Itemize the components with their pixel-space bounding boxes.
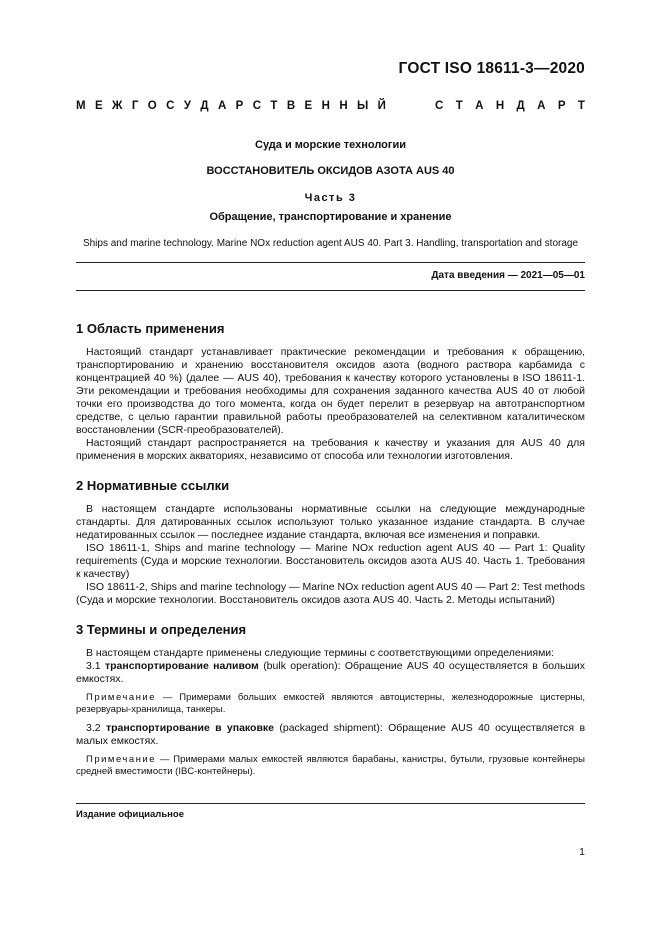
subject-line: Суда и морские технологии (255, 139, 406, 151)
banner-letter: С (435, 100, 444, 112)
banner-letter: Р (235, 100, 244, 112)
term-text: (packaged shipment): Обращение AUS 40 осуществляется в малых емкостях. (76, 722, 586, 747)
banner-letter: Т (577, 100, 585, 112)
section-normative-references (76, 479, 585, 607)
page-number: 1 (579, 846, 585, 858)
term-name: транспортирование наливом (104, 660, 259, 672)
divider-footer (76, 803, 585, 804)
banner-letter: Н (321, 100, 330, 112)
note-text: — Примерами малых емкостей являются барабаны, канистры, бутыли, грузовые контейнеры средней вместимости (IBC-контейнеры). (76, 754, 586, 777)
term-definition-bulk (76, 660, 585, 686)
banner-letter: Д (200, 100, 209, 112)
banner-word-interstate (76, 100, 386, 112)
banner-letter: Н (495, 100, 505, 112)
banner-word-standard (435, 100, 585, 112)
reference-iso-18611-1: ISO 18611-1, Ships and marine technology — Marine NOx reduction agent AUS 40 — Part 1: Quality requirements (Суда и морские технологии. Восстановитель оксидов азота AUS 40. Часть 1. Требования к качеству) (76, 542, 585, 580)
note-packaged (76, 754, 585, 778)
divider-top (76, 262, 585, 263)
term-number: 3.1 (86, 660, 101, 672)
document-subtitle: Обращение, транспортирование и хранение (209, 211, 452, 223)
banner-letter: В (286, 100, 296, 112)
document-code: ГОСТ ISO 18611-3—2020 (398, 60, 585, 77)
document-title: ВОССТАНОВИТЕЛЬ ОКСИДОВ АЗОТА AUS 40 (206, 165, 455, 177)
section-heading: 2 Нормативные ссылки (76, 478, 230, 493)
term-number: 3.2 (86, 722, 101, 734)
part-label: Часть 3 (304, 192, 357, 204)
introduction-date: Дата введения — 2021—05—01 (431, 270, 585, 281)
paragraph: В настоящем стандарте использованы нормативные ссылки на следующие международные стандарты. Для датированных ссылок используют только указанное издание стандарта. В случае недатированных ссылок — последнее издание стандарта, включая все изменения и поправки. (76, 503, 585, 541)
paragraph: Настоящий стандарт распространяется на требования к качеству и указания для AUS 40 для применения в морских акваториях, независимо от способа или технологии изготовления. (76, 437, 585, 462)
banner-letter: О (147, 100, 157, 112)
section-heading: 1 Область применения (76, 321, 225, 336)
paragraph: Настоящий стандарт устанавливает практические рекомендации и требования к обращению, транспортированию и хранению восстановителя оксидов азота (водного раствора карбамида с концентрацией 40 %) (далее — AUS 40), требования к качеству которого установлены в ISO 18611-1. Эти рекомендации и требования необходимы для сохранения заданного качества AUS 40 от любой точки его производства до того момента, когда он будет перелит в резервуар на автотранспортном средстве, с целью гарантии правильной работы преобразователей на селективном каталитическом восстановлении (SCR-преобразователей). (76, 346, 585, 436)
banner-letter: А (217, 100, 227, 112)
term-definition-packaged (76, 722, 585, 748)
banner-letter: С (252, 100, 262, 112)
banner-letter: Г (131, 100, 139, 112)
banner-letter: Д (516, 100, 525, 112)
note-label: Примечание (86, 692, 156, 703)
banner-letter: Т (455, 100, 463, 112)
section-scope (76, 322, 585, 463)
note-bulk (76, 692, 585, 716)
banner-letter: У (183, 100, 191, 112)
banner-letter: Е (304, 100, 313, 112)
divider-after-date (76, 290, 585, 291)
note-label: Примечание (86, 754, 156, 765)
banner-letter: Ы (357, 100, 369, 112)
official-edition-label: Издание официальное (76, 809, 184, 820)
english-title: Ships and marine technology. Marine NOx reduction agent AUS 40. Part 3. Handling, transportation and storage (82, 238, 579, 249)
term-text: (bulk operation): Обращение AUS 40 осуществляется в больших емкостях. (76, 660, 585, 685)
banner-letter: Т (270, 100, 278, 112)
document-body (76, 322, 585, 794)
section-heading: 3 Термины и определения (76, 622, 247, 637)
term-name: транспортирование в упаковке (105, 722, 275, 734)
banner-letter: А (537, 100, 546, 112)
banner-letter: С (166, 100, 175, 112)
reference-iso-18611-2: ISO 18611-2, Ships and marine technology — Marine NOx reduction agent AUS 40 — Part 2: Test methods (Суда и морские технологии. Восстановитель оксидов азота AUS 40. Часть 2. Методы испытаний) (76, 581, 585, 606)
banner-letter: М (76, 100, 86, 112)
banner-letter: Е (94, 100, 103, 112)
interstate-standard-banner (76, 100, 585, 112)
note-text: — Примерами больших емкостей являются автоцистерны, железнодорожные цистерны, резервуары-хранилища, танкеры. (76, 692, 585, 715)
banner-letter: Й (377, 100, 386, 112)
banner-letter: Р (557, 100, 566, 112)
section-terms-definitions (76, 623, 585, 778)
banner-letter: А (475, 100, 484, 112)
banner-letter: Н (339, 100, 348, 112)
banner-letter: Ж (112, 100, 123, 112)
paragraph: В настоящем стандарте применены следующие термины с соответствующими определениями: (86, 647, 555, 659)
